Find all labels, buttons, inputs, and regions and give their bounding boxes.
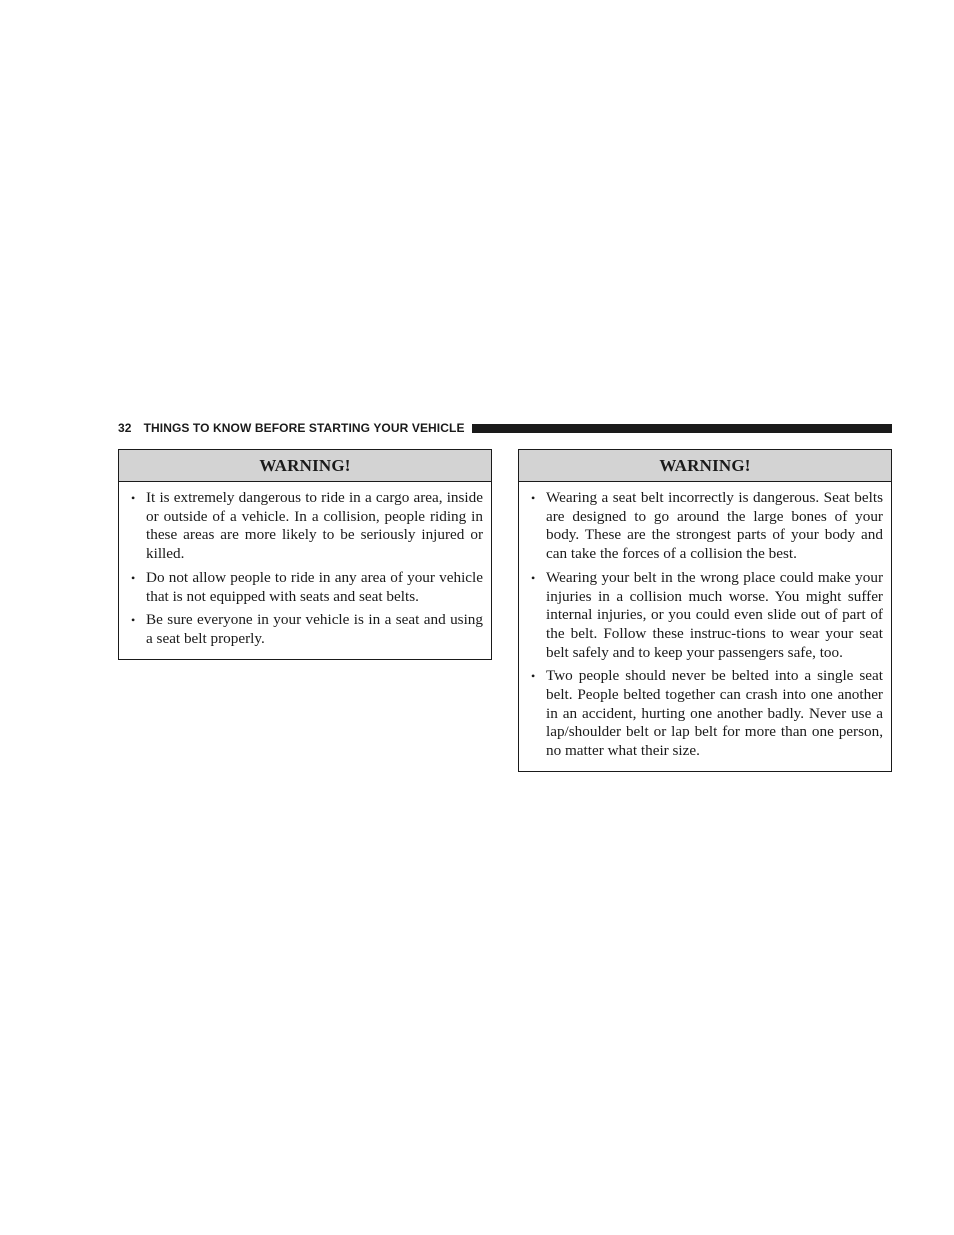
bullet-icon: •	[131, 613, 136, 628]
warning-item-text: Two people should never be belted into a single seat belt. People belted together can crash into one another in an accident, hurting one another badly. Never use a lap/shoulder belt or lap belt for more than one person, no matter what their size.	[546, 667, 883, 760]
warning-item	[529, 569, 883, 663]
section-title: THINGS TO KNOW BEFORE STARTING YOUR VEHICLE	[143, 421, 465, 435]
warning-item-text: Wearing a seat belt incorrectly is dangerous. Seat belts are designed to go around the large bones of your body. These are the strongest parts of your body and can take the forces of a collision the best.	[546, 489, 883, 563]
warning-item-text: It is extremely dangerous to ride in a cargo area, inside or outside of a vehicle. In a collision, people riding in these areas are more likely to be seriously injured or killed.	[146, 489, 483, 563]
warning-box-right	[518, 449, 892, 772]
warning-title: WARNING!	[119, 450, 491, 482]
bullet-icon: •	[531, 570, 536, 585]
warning-item-text: Do not allow people to ride in any area of your vehicle that is not equipped with seats and seat belts.	[146, 568, 483, 605]
warning-item	[129, 489, 483, 564]
warning-list	[519, 482, 891, 771]
bullet-icon: •	[531, 669, 536, 684]
warning-item-text: Be sure everyone in your vehicle is in a seat and using a seat belt properly.	[146, 611, 483, 647]
warning-box-left	[118, 449, 492, 660]
bullet-icon: •	[531, 491, 536, 505]
header-rule	[472, 424, 892, 433]
warning-item	[129, 611, 483, 648]
warning-title: WARNING!	[519, 450, 891, 482]
page-number: 32	[118, 421, 132, 435]
warning-item-text: Wearing your belt in the wrong place could make your injuries in a collision much worse. You might suffer internal injuries, or you could even slide out of part of the belt. Follow these instruc-tions to wear your seat belt safely and to keep your passengers safe, too.	[546, 568, 883, 661]
warning-list	[119, 482, 491, 659]
page-header	[118, 420, 892, 436]
warning-item	[529, 667, 883, 761]
warning-item	[129, 569, 483, 606]
bullet-icon: •	[131, 491, 136, 505]
bullet-icon: •	[131, 570, 136, 585]
warning-item	[529, 489, 883, 564]
